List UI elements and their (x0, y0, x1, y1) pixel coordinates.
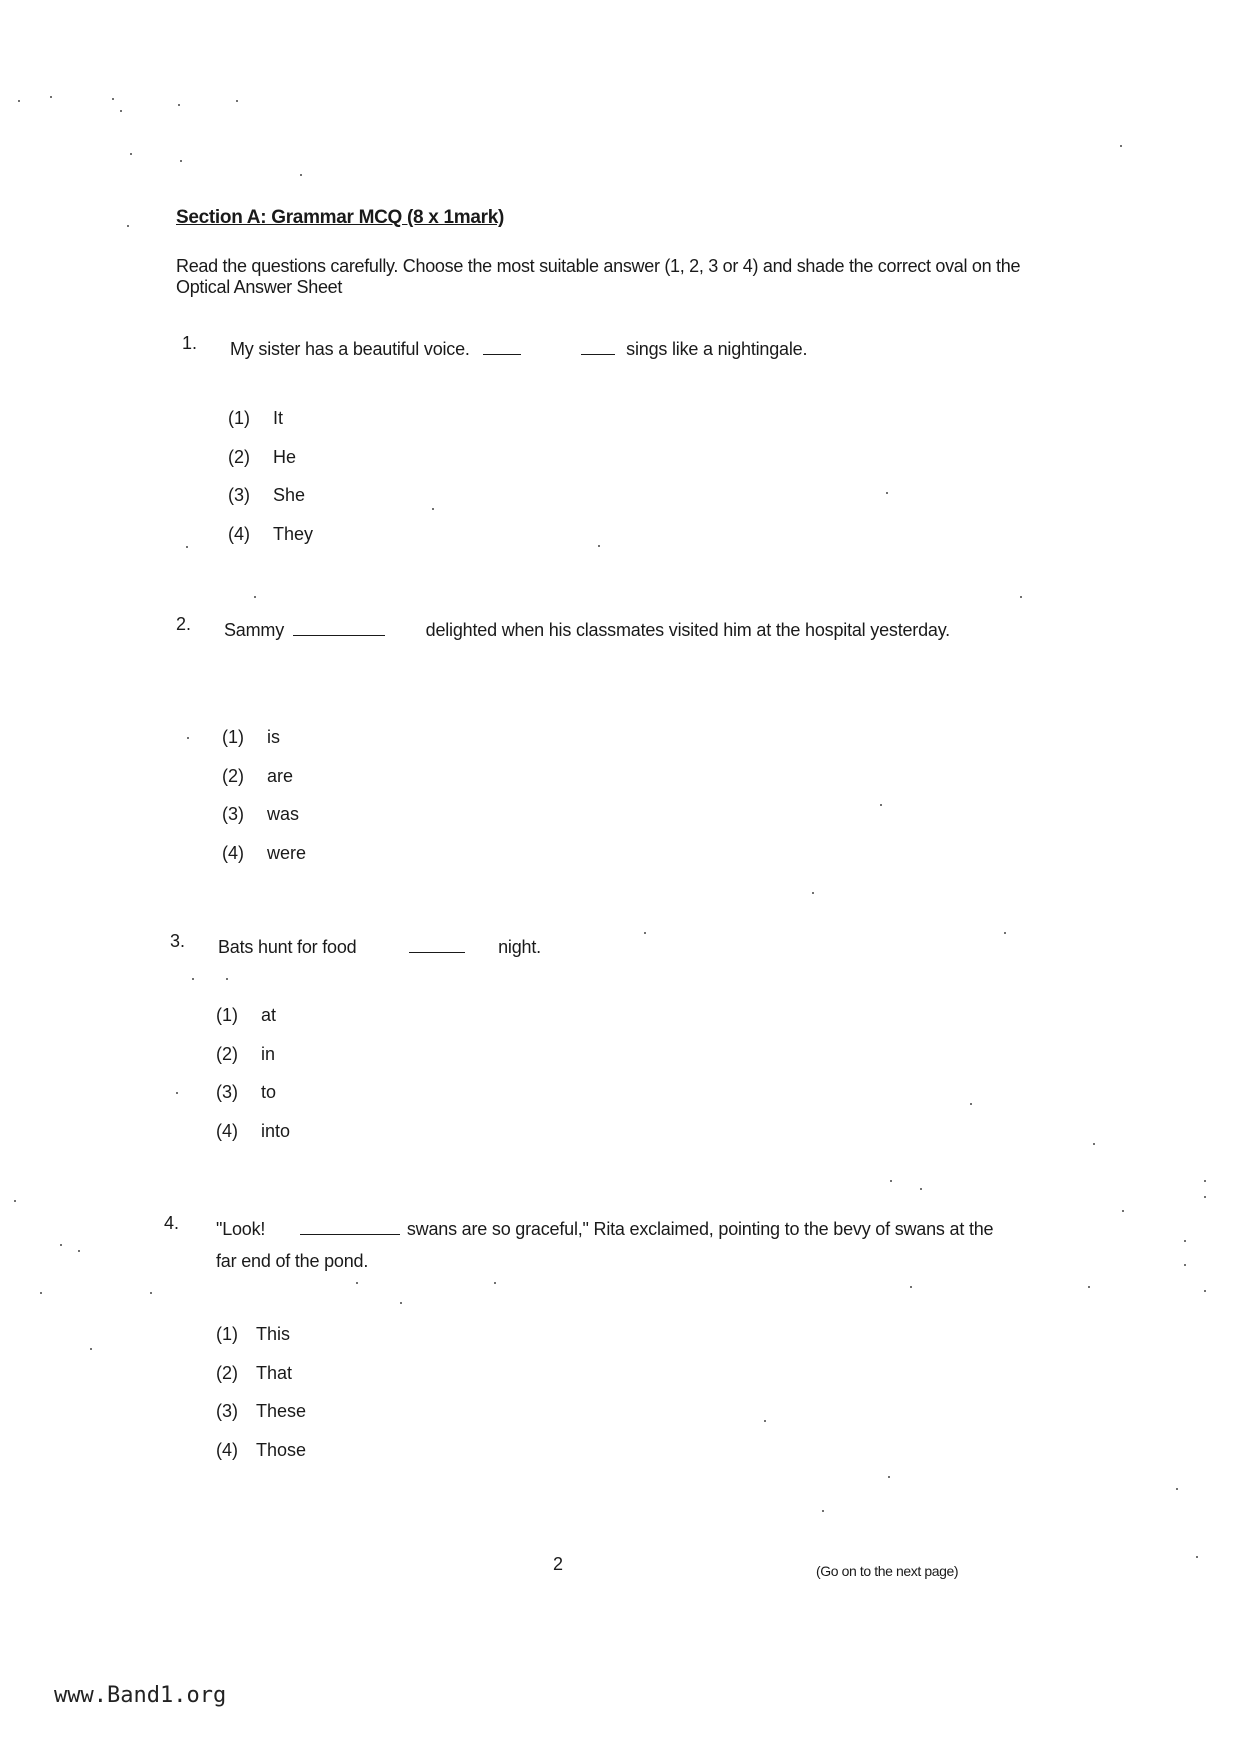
option-text: in (261, 1043, 276, 1064)
question-text-before: Bats hunt for food (218, 937, 357, 957)
question-2 (176, 614, 1024, 646)
option (222, 766, 306, 805)
option (216, 1324, 306, 1363)
option (216, 1440, 306, 1479)
option (228, 447, 313, 486)
option-label: (1) (216, 1005, 238, 1025)
option (216, 1363, 306, 1402)
question-text (224, 614, 1024, 646)
question-text-before: Sammy (224, 620, 285, 640)
question-text-before: My sister has a beautiful voice. (230, 339, 470, 359)
option (228, 524, 313, 563)
options-q4 (216, 1324, 306, 1478)
options-q1 (228, 408, 313, 562)
answer-blank (300, 1220, 400, 1235)
question-text-after: delighted when his classmates visited him at the hospital yesterday. (425, 620, 950, 640)
options-q3 (216, 1005, 290, 1159)
option-text: They (273, 523, 314, 544)
question-text-before: "Look! (216, 1219, 266, 1239)
answer-blank (409, 938, 465, 953)
option-label: (2) (228, 446, 250, 467)
option-label: (3) (228, 485, 250, 505)
option-text: That (256, 1362, 293, 1383)
option (222, 727, 306, 766)
watermark: www.Band1.org (54, 1683, 227, 1708)
option-label: (4) (216, 1120, 238, 1141)
option-text: This (256, 1324, 291, 1344)
option-text: to (261, 1082, 277, 1102)
option-label: (1) (222, 727, 244, 747)
question-1 (182, 333, 1050, 365)
question-text-after: sings like a nightingale. (626, 339, 808, 359)
question-text (216, 1213, 1016, 1277)
option-text: She (273, 485, 306, 505)
option (228, 485, 313, 524)
option-label: (4) (228, 523, 250, 544)
question-text-after: night. (498, 937, 541, 957)
answer-blank (483, 340, 521, 355)
question-4 (164, 1213, 1016, 1277)
option-label: (2) (222, 765, 244, 786)
question-text-after: swans are so graceful," Rita exclaimed, pointing to the bevy of swans at the far end of the pond. (216, 1219, 994, 1271)
answer-blank (293, 621, 385, 636)
question-number: 4. (164, 1213, 180, 1233)
option-text: These (256, 1401, 307, 1421)
question-text (230, 333, 1050, 365)
question-number: 2. (176, 614, 192, 634)
page-number: 2 (553, 1554, 564, 1574)
option (216, 1082, 290, 1121)
question-text (218, 931, 1038, 963)
option (228, 408, 313, 447)
option-label: (3) (222, 804, 244, 824)
instructions: Read the questions carefully. Choose the most suitable answer (1, 2, 3 or 4) and shade the correct oval on the Optical Answer Sheet (176, 256, 1021, 297)
option-text: He (273, 446, 297, 467)
option-label: (3) (216, 1082, 238, 1102)
option-label: (1) (216, 1324, 238, 1344)
continue-note: (Go on to the next page) (816, 1563, 959, 1579)
question-number: 3. (170, 931, 186, 951)
option (216, 1121, 290, 1160)
option-text: into (261, 1120, 291, 1141)
option-text: at (261, 1005, 277, 1025)
options-q2 (222, 727, 306, 881)
option-text: It (273, 408, 284, 428)
option-label: (1) (228, 408, 250, 428)
option-text: was (267, 804, 300, 824)
option-text: Those (256, 1439, 307, 1460)
question-number: 1. (182, 333, 198, 353)
option (216, 1401, 306, 1440)
section-title: Section A: Grammar MCQ (8 x 1mark) (176, 207, 505, 228)
option-label: (4) (222, 842, 244, 863)
option (222, 804, 306, 843)
option-label: (2) (216, 1043, 238, 1064)
option-text: were (267, 842, 307, 863)
question-3 (170, 931, 1038, 963)
option (222, 843, 306, 882)
option-text: is (267, 727, 280, 747)
option-label: (2) (216, 1362, 238, 1383)
option-text: are (267, 765, 294, 786)
option-label: (4) (216, 1439, 238, 1460)
option-label: (3) (216, 1401, 238, 1421)
option (216, 1044, 290, 1083)
option (216, 1005, 290, 1044)
answer-blank (581, 340, 615, 355)
